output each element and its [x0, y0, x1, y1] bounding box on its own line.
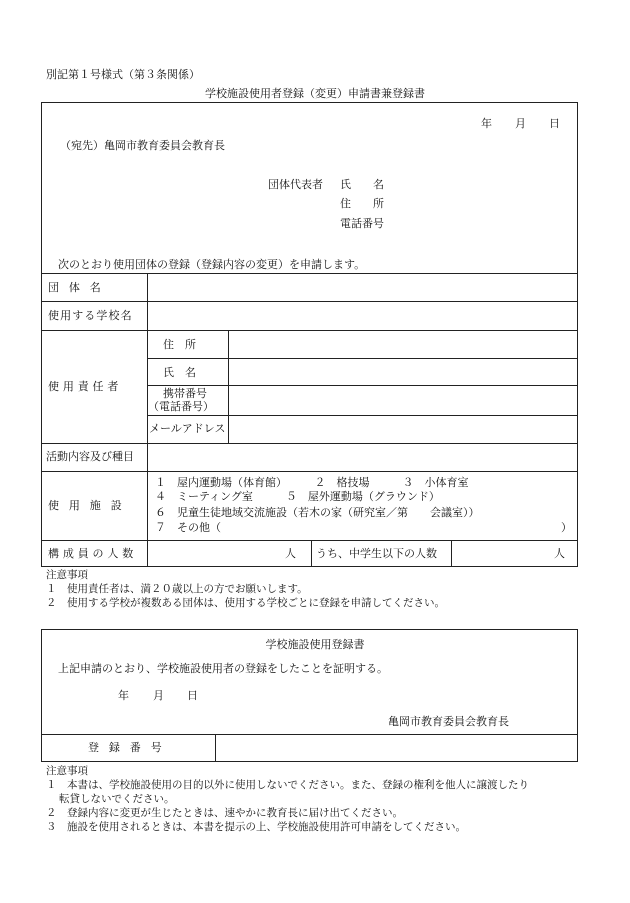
- notes-item: １ 使用責任者は、満２０歳以上の方でお願いします。: [46, 583, 308, 595]
- date-year: 年: [481, 117, 492, 130]
- application-statement: 次のとおり使用団体の登録（登録内容の変更）を申請します。: [58, 258, 366, 271]
- form-title: 学校施設使用者登録（変更）申請書兼登録書: [205, 87, 425, 100]
- junior-members-label: うち、中学生以下の人数: [316, 547, 437, 560]
- representative-address-label: 住 所: [340, 197, 384, 210]
- registration-statement: 上記申請のとおり、学校施設使用者の登録をしたことを証明する。: [58, 662, 388, 675]
- facility-option-line3: ６ 児童生徒地域交流施設（若木の家（研究室／第 会議室））: [155, 506, 480, 519]
- notes2-item: １ 本書は、学校施設使用の目的以外に使用しないでください。また、登録の権利を他人に譲渡したり: [46, 779, 529, 791]
- registration-title: 学校施設使用登録書: [265, 638, 365, 651]
- registration-date-day: 日: [187, 689, 198, 702]
- representative-name-label: 氏 名: [340, 178, 384, 191]
- notes2-item: ２ 登録内容に変更が生じたときは、速やかに教育長に届け出てください。: [46, 807, 403, 819]
- addressee: （宛先）亀岡市教育委員会教育長: [60, 139, 225, 152]
- facility-label: 使用施設: [48, 499, 132, 512]
- form-label: 別記第１号様式（第３条関係）: [46, 68, 200, 81]
- registration-date-year: 年: [118, 689, 129, 702]
- manager-label: 使用責任者: [48, 380, 123, 393]
- facility-option-line1: １ 屋内運動場（体育館） ２ 格技場 ３ 小体育室: [155, 476, 469, 489]
- manager-name-label: 氏 名: [163, 366, 196, 379]
- activity-label: 活動内容及び種目: [46, 450, 134, 463]
- members-unit: 人: [285, 547, 296, 560]
- notes-title: 注意事項: [46, 569, 88, 581]
- facility-option-line4: ７ その他（: [155, 521, 221, 534]
- registration-issuer: 亀岡市教育委員会教育長: [388, 715, 509, 728]
- group-name-label: 団体名: [48, 281, 111, 294]
- date-day: 日: [549, 117, 560, 130]
- representative-phone-label: 電話番号: [340, 217, 384, 230]
- manager-mobile-label: 携帯番号: [163, 387, 207, 400]
- notes2-item: ３ 施設を使用されるときは、本書を提示の上、学校施設使用許可申請をしてください。: [46, 821, 466, 833]
- notes2-item-cont: 転貸しないでください。: [59, 793, 175, 805]
- members-label: 構成員の人数: [48, 547, 138, 560]
- registration-date-month: 月: [153, 689, 164, 702]
- notes2-title: 注意事項: [46, 765, 88, 777]
- notes-item: ２ 使用する学校が複数ある団体は、使用する学校ごとに登録を申請してください。: [46, 597, 445, 609]
- junior-members-unit: 人: [554, 547, 565, 560]
- school-name-label: 使用する学校名: [48, 309, 133, 322]
- manager-phone-label: （電話番号）: [148, 400, 214, 413]
- facility-option-line2: ４ ミーティング室 ５ 屋外運動場（グラウンド）: [155, 490, 440, 503]
- date-month: 月: [515, 117, 526, 130]
- manager-address-label: 住 所: [163, 338, 196, 351]
- representative-label: 団体代表者: [268, 178, 323, 191]
- registration-number-label: 登録番号: [88, 741, 172, 754]
- manager-email-label: メールアドレス: [149, 422, 226, 435]
- facility-option-line4-close: ）: [561, 521, 572, 534]
